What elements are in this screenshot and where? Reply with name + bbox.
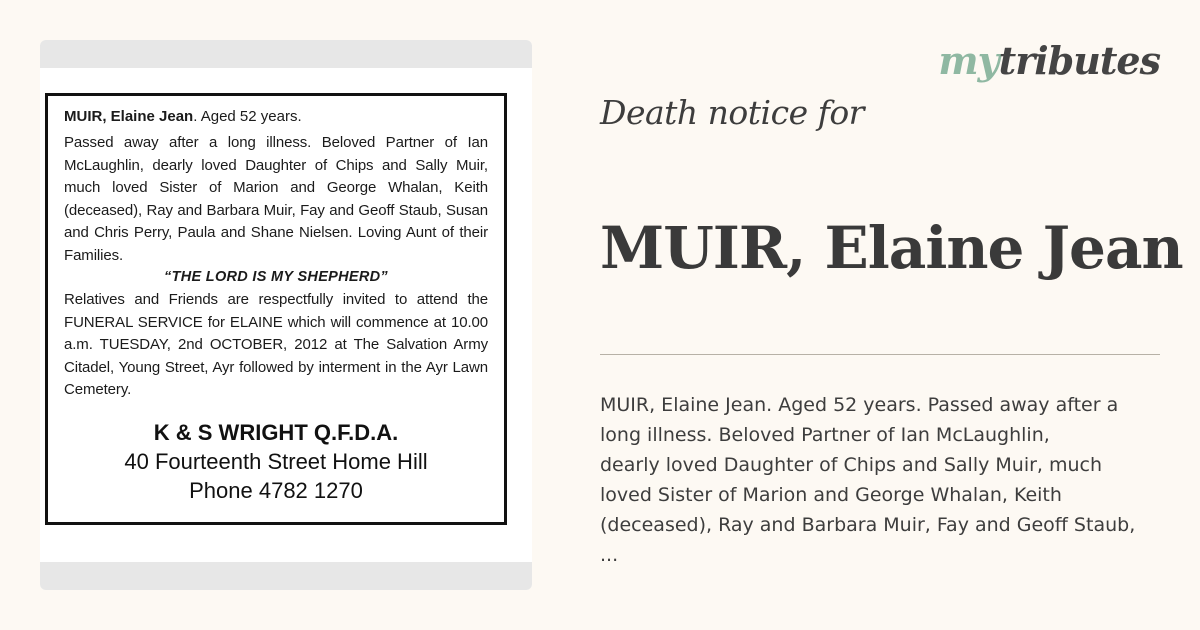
funeral-director-address: 40 Fourteenth Street Home Hill <box>124 448 428 474</box>
logo-suffix: tributes <box>998 38 1160 83</box>
notice-image-card[interactable] <box>40 40 532 590</box>
divider <box>600 354 1160 355</box>
image-top-band <box>40 40 532 68</box>
notice-quote: “THE LORD IS MY SHEPHERD” <box>164 269 388 285</box>
excerpt-ellipsis: ... <box>600 544 619 566</box>
deceased-name-title: MUIR, Elaine Jean <box>600 214 1183 282</box>
notice-funeral-text: Relatives and Friends are respectfully invited to attend the FUNERAL SERVICE for ELAINE which will commence at 10.00 a.m. TUESDAY, 2nd OCTOBER, 2012 at The Salvation Army Citadel, Young Street, Ayr followed by interment in the Ayr Lawn Cemetery. <box>64 291 488 398</box>
excerpt-line: dearly loved Daughter of Chips and Sally Muir, much <box>600 454 1103 476</box>
image-bottom-band <box>40 562 532 590</box>
excerpt-line: long illness. Beloved Partner of Ian McLaughlin, <box>600 424 1050 446</box>
excerpt-line: MUIR, Elaine Jean. Aged 52 years. Passed away after a <box>600 394 1119 416</box>
funeral-director-block <box>64 418 488 505</box>
excerpt-line: loved Sister of Marion and George Whalan, Keith <box>600 484 1062 506</box>
notice-excerpt <box>600 390 1170 570</box>
excerpt-line: (deceased), Ray and Barbara Muir, Fay and Geoff Staub, <box>600 514 1136 536</box>
notice-heading <box>64 106 488 128</box>
notice-age: . Aged 52 years. <box>193 108 302 125</box>
death-notice-clipping <box>45 93 507 525</box>
notice-deceased-name: MUIR, Elaine Jean <box>64 108 194 125</box>
funeral-director-phone: Phone 4782 1270 <box>189 477 363 503</box>
funeral-director-name: K & S WRIGHT Q.F.D.A. <box>153 419 399 445</box>
logo-prefix: my <box>938 38 999 83</box>
mytributes-logo[interactable] <box>938 38 1160 83</box>
page-subtitle: Death notice for <box>600 93 864 132</box>
notice-body-text: Passed away after a long illness. Beloved Partner of Ian McLaughlin, dearly loved Daughter of Chips and Sally Muir, much loved Sister of Marion and George Whalan, Keith (deceased), Ray and Barbara Muir, Fay and Geoff Staub, Susan and Chris Perry, Paula and Shane Nielsen. Loving Aunt of their Families. <box>64 134 488 264</box>
